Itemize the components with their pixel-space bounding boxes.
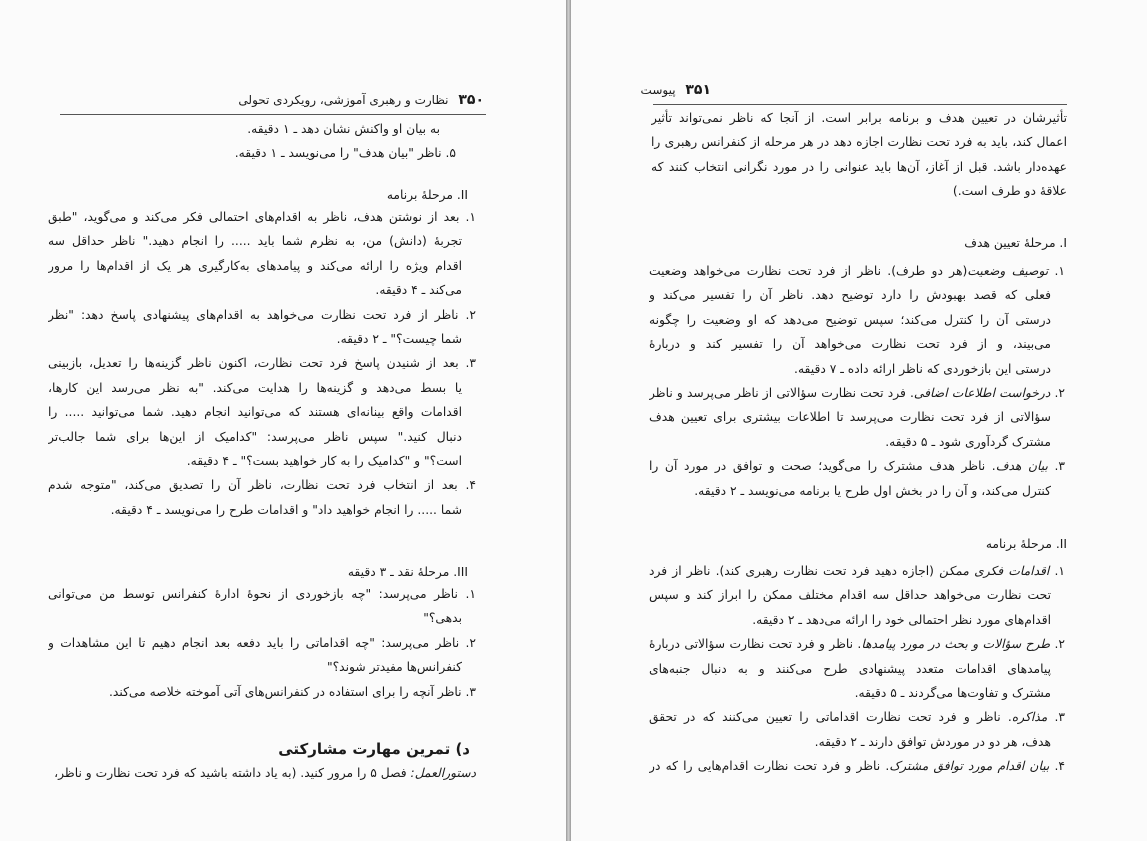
- text-line: اقدام ویژه را ارائه می‌کند و پیامدهای به‌کارگیری هر یک از اقدام‌ها را مرور: [48, 258, 462, 273]
- text-line: شما چیست؟" ـ ۲ دقیقه.: [336, 331, 462, 346]
- right-page-header: [641, 82, 711, 98]
- text-line: ۳. مذاکره. ناظر و فرد تحت نظارت اقداماتی را تعیین می‌کنند که در تحقق: [649, 710, 1065, 725]
- text-line: ۴. بعد از انتخاب فرد تحت نظارت، ناظر آن را تصدیق می‌کند، "متوجه شدم: [48, 478, 476, 493]
- text-line: مشترک گردآوری شود ـ ۵ دقیقه.: [885, 434, 1051, 449]
- text-line: مشترک و تفاوت‌ها می‌گردند ـ ۵ دقیقه.: [854, 685, 1051, 700]
- item-label: بیان هدف: [995, 459, 1048, 474]
- text-line: سؤالاتی از فرد تحت نظارت می‌پرسد تا اطلاعات بیشتری برای تعیین هدف: [649, 410, 1051, 425]
- left-page-header: [238, 92, 484, 108]
- section-heading: II. مرحلهٔ برنامه: [386, 188, 468, 202]
- text-line: یا بسط می‌دهد و گزینه‌ها را هدایت می‌کند. "به نظر می‌رسد این کارها،: [48, 380, 462, 395]
- section3-body: [48, 582, 476, 704]
- text-line: ۲. طرح سؤالات و بحث در مورد پیامدها. ناظر و فرد تحت نظارت سؤالاتی دربارهٔ: [649, 637, 1065, 652]
- item-label: اقدامات فکری ممکن: [939, 564, 1050, 578]
- text-line: تحت نظارت می‌خواهد حداقل سه اقدام مختلف ممکن را ابراز کند و سپس: [649, 588, 1051, 603]
- text-line: ۲. درخواست اطلاعات اضافی. فرد تحت نظارت سؤالاتی از ناظر می‌پرسد و ناظر: [649, 385, 1065, 400]
- text-line: دنبال کنید." سپس ناظر می‌پرسد: "کدامیک از این‌ها برای شما جالب‌تر: [48, 429, 462, 444]
- instructions: [46, 761, 476, 785]
- item-label: مذاکره: [1011, 710, 1048, 725]
- item-label: توصیف وضعیت: [967, 264, 1049, 278]
- text-line: تأثیرشان در تعیین هدف و برنامه برابر است. از آنجا که ناظر نمی‌تواند تأثیر: [651, 111, 1067, 125]
- section-heading: III. مرحلهٔ نقد ـ ۳ دقیقه: [347, 565, 468, 579]
- text-line: هدف، هر دو در موردش توافق دارند ـ ۲ دقیقه.: [814, 734, 1051, 749]
- text-line: ۱. بعد از نوشتن هدف، ناظر به اقدام‌های احتمالی فکر می‌کند و می‌گوید، "طبق: [48, 210, 476, 224]
- page-number: ۳۵۰: [458, 92, 484, 108]
- text-line: ۳. بعد از شنیدن پاسخ فرد تحت نظارت، اکنون ناظر گزینه‌ها را تعدیل، بازبینی: [48, 356, 476, 371]
- text-line: ۲. ناظر می‌پرسد: "چه اقداماتی را باید دفعه بعد انجام دهیم تا این مشاهدات و: [48, 635, 476, 650]
- text-line: ۱. ناظر می‌پرسد: "چه بازخوردی از نحوهٔ ادارهٔ کنفرانس توسط من می‌توانی: [48, 587, 476, 601]
- top-items: [50, 117, 470, 166]
- header-rule: [653, 104, 1067, 105]
- text-line: اقدامات واقع بینانه‌ای هستند که می‌توانید انجام دهید. شما می‌توانید ..... را: [48, 405, 462, 420]
- text-line: است؟" و "کدامیک را به کار خواهید بست؟" ـ ۴ دقیقه.: [186, 453, 462, 468]
- text-line: کنفرانس‌ها مفیدتر شوند؟": [326, 660, 462, 675]
- item-label: بیان اقدام مورد توافق مشترک: [889, 759, 1050, 774]
- section-heading: I. مرحلهٔ تعیین هدف: [964, 236, 1067, 250]
- running-title: نظارت و رهبری آموزشی، رویکردی تحولی: [238, 93, 449, 107]
- intro-body: [651, 106, 1067, 204]
- text-line: می‌کند ـ ۴ دقیقه.: [375, 283, 462, 298]
- header-rule: [60, 114, 486, 115]
- section1-body: [649, 259, 1065, 503]
- running-title: پیوست: [640, 83, 676, 97]
- section2-body: [649, 559, 1065, 779]
- text-line: کنترل می‌کند، و آن را در بخش اول طرح یا برنامه می‌نویسد ـ ۲ دقیقه.: [694, 483, 1051, 498]
- text-line: پیامدهای اقدامات متعدد پیشنهادی طرح می‌کنند و به دنبال جنبه‌های: [649, 661, 1051, 676]
- instructions-text: فصل ۵ را مرور کنید. (به یاد داشته باشید که فرد تحت نظارت و ناظر،: [54, 766, 407, 780]
- text-line: [46, 761, 476, 785]
- right-page: [571, 0, 1147, 841]
- text-line: تجربهٔ (دانش) من، به نظرم شما باید ..... را انجام دهید." ناظر حداقل سه: [48, 234, 462, 249]
- text-line: درستی آن را کنترل می‌کند؛ سپس توضیح می‌دهد که او وضعیت را چگونه: [649, 312, 1051, 327]
- text-line: فعلی که قصد بهبودش را دارد توضیح دهد. ناظر آن را تفسیر می‌کند و: [649, 288, 1051, 303]
- text-line: ۴. بیان اقدام مورد توافق مشترک. ناظر و فرد تحت نظارت اقدام‌هایی را که در: [649, 759, 1065, 774]
- list-item: به بیان او واکنش نشان دهد ـ ۱ دقیقه.: [247, 122, 440, 136]
- text-line: ۲. ناظر از فرد تحت نظارت می‌خواهد به اقدام‌های پیشنهادی پاسخ دهد: "نظر: [48, 307, 476, 322]
- text-line: ۳. بیان هدف. ناظر هدف مشترک را می‌گوید؛ صحت و توافق در مورد آن را: [649, 459, 1065, 474]
- text-line: ۱. توصیف وضعیت(هر دو طرف). ناظر از فرد تحت نظارت می‌خواهد وضعیت: [649, 264, 1065, 278]
- text-line: عهده‌دار باشد. قبل از آغاز، آن‌ها باید عنوانی را در مورد نگرانی انتخاب کنند که: [651, 159, 1067, 174]
- text-line: می‌بیند، و از فرد تحت نظارت می‌خواهد آن را تفسیر کند و دربارهٔ: [649, 337, 1051, 352]
- page-number: ۳۵۱: [685, 82, 711, 98]
- text-line: اعمال کند، باید به فرد تحت نظارت اجازه دهد در هر مرحله از کنفرانس رهبری را: [651, 135, 1067, 150]
- left-page: [0, 0, 566, 841]
- item-label: طرح سؤالات و بحث در مورد پیامدها: [861, 637, 1051, 652]
- text-line: بدهی؟": [423, 611, 462, 626]
- item-label: درخواست اطلاعات اضافی: [913, 385, 1051, 400]
- text-line: شما ..... را انجام خواهید داد" و اقدامات طرح را می‌نویسد ـ ۴ دقیقه.: [110, 502, 462, 517]
- section2-body: [48, 205, 476, 522]
- list-item: ۵. ناظر "بیان هدف" را می‌نویسد ـ ۱ دقیقه.: [234, 146, 456, 161]
- text-line: درستی این بازخوردی که ناظر ارائه داده ـ ۷ دقیقه.: [794, 361, 1051, 376]
- text-line: علاقهٔ دو طرف است.): [952, 184, 1067, 199]
- text-line: ۳. ناظر آنچه را برای استفاده در کنفرانس‌های آتی آموخته خلاصه می‌کند.: [109, 684, 476, 699]
- exercise-heading: د) تمرین مهارت مشارکتی: [278, 740, 470, 758]
- section-heading: II. مرحلهٔ برنامه: [985, 537, 1067, 551]
- text-line: اقدام‌های مورد نظر احتمالی خود را ارائه می‌دهد ـ ۲ دقیقه.: [752, 612, 1051, 627]
- instructions-label: دستورالعمل:: [410, 766, 476, 780]
- text-line: ۱. اقدامات فکری ممکن (اجازه دهید فرد تحت نظارت رهبری کند). ناظر از فرد: [649, 564, 1065, 578]
